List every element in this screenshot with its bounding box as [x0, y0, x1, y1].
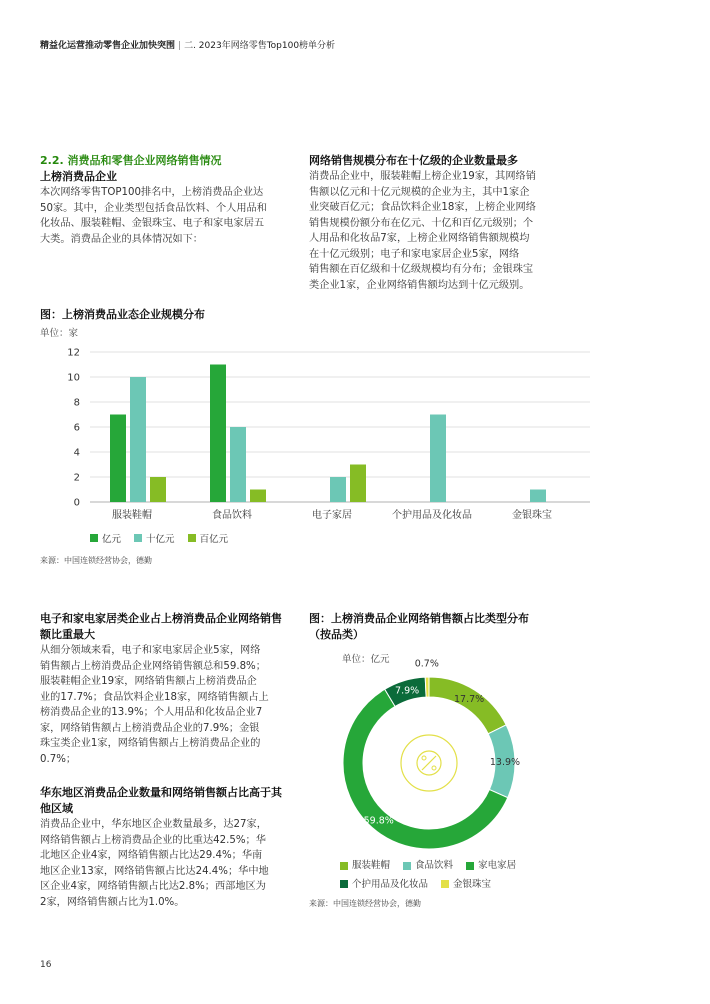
donut-slice	[429, 677, 506, 734]
legend-item	[134, 531, 175, 545]
text-line: 服装鞋帽企业19家，网络销售额占上榜消费品企	[40, 676, 257, 687]
heading-scale-distribution: 网络销售规模分布在十亿级的企业数量最多	[309, 154, 518, 167]
heading-listed-consumer-companies: 上榜消费品企业	[40, 170, 117, 183]
running-header	[40, 38, 335, 51]
text-line: 销售额在百亿级和十亿级规模均有分布；金银珠宝	[309, 264, 534, 275]
text-line: 业的17.7%；食品饮料企业18家，网络销售额占上	[40, 691, 269, 703]
x-tick-label: 个护用品及化妆品	[392, 510, 472, 521]
legend-label: 百亿元	[199, 534, 229, 545]
legend-label: 家电家居	[478, 860, 517, 871]
header-subsection: 二. 2023年网络零售Top100榜单分析	[184, 41, 336, 51]
figure2-title-line: 图：上榜消费品企业网络销售额占比类型分布	[309, 612, 529, 625]
text-line: 50家。其中，企业类型包括食品饮料、个人用品和	[40, 202, 267, 214]
heading-line: 华东地区消费品企业数量和网络销售额占比高于其	[40, 786, 282, 799]
text-line: 北地区企业4家，网络销售额占比达29.4%；华南	[40, 850, 263, 861]
legend-item	[90, 531, 121, 545]
text-line: 在十亿元级别；电子和家电家居企业5家，网络	[309, 248, 520, 260]
legend-swatch-ten-billion	[134, 534, 142, 542]
donut-data-label: 59.8%	[363, 815, 394, 827]
legend-label: 十亿元	[146, 534, 175, 545]
heading-line: 他区域	[40, 802, 73, 815]
text-line: 珠宝类企业1家，网络销售额占上榜消费品企业的	[40, 738, 261, 749]
bar-billion	[210, 365, 226, 503]
legend-label: 服装鞋帽	[352, 860, 391, 871]
legend-swatch-jewelry	[441, 880, 449, 888]
text-line: 地区企业13家，网络销售额占比达24.4%；华中地	[40, 865, 269, 877]
figure1-unit: 单位：家	[40, 328, 79, 339]
bar-hundred-billion	[250, 490, 266, 503]
bar-hundred-billion	[350, 465, 366, 503]
legend-label: 亿元	[102, 534, 122, 545]
heading-line: 额比重最大	[40, 628, 95, 641]
paragraph-scale	[309, 169, 571, 293]
text-line: 业突破百亿元；食品饮料企业18家，上榜企业网络	[309, 202, 536, 213]
paragraph-intro	[40, 185, 302, 247]
left-top-block	[40, 168, 302, 247]
figure2-source: 来源：中国连锁经营协会，德勤	[309, 899, 421, 908]
legend-swatch-apparel	[340, 862, 348, 870]
text-line: 消费品企业中，服装鞋帽上榜企业19家，其网络销	[309, 171, 536, 182]
bar-chart	[40, 340, 600, 530]
text-line: 榜消费品企业的13.9%；个人用品和化妆品企业7	[40, 707, 263, 718]
text-line: 2家，网络销售额占比为1.0%。	[40, 896, 185, 908]
x-tick-label: 金银珠宝	[512, 510, 552, 521]
donut-legend	[340, 857, 526, 894]
figure2-title-line: （按品类）	[309, 628, 364, 641]
text-line: 0.7%；	[40, 753, 77, 765]
donut-chart	[309, 655, 569, 855]
donut-data-label: 7.9%	[395, 685, 420, 697]
x-tick-label: 食品饮料	[212, 510, 252, 521]
legend-swatch-billion	[90, 534, 98, 542]
x-tick-label: 电子家居	[312, 510, 352, 521]
legend-swatch-food	[403, 862, 411, 870]
page-number: 16	[40, 960, 52, 970]
header-section: 精益化运营推动零售企业加快突围	[40, 41, 176, 51]
y-tick-label: 10	[67, 372, 80, 384]
text-line: 本次网络零售TOP100排名中，上榜消费品企业达	[40, 187, 264, 198]
text-line: 消费品企业中，华东地区企业数量最多，达27家，	[40, 819, 267, 830]
donut-slice	[425, 677, 429, 697]
legend-swatch-hundred-billion	[188, 534, 196, 542]
y-tick-label: 8	[73, 397, 80, 409]
legend-label: 食品饮料	[415, 860, 454, 871]
text-line: 家，网络销售额占上榜消费品企业的7.9%；金银	[40, 722, 260, 734]
legend-item	[403, 857, 453, 874]
figure2-unit: 单位：亿元	[342, 654, 390, 665]
text-line: 类企业1家，企业网络销售额均达到十亿元级别。	[309, 279, 530, 291]
heading-east-china	[40, 785, 302, 817]
text-line: 从细分领域来看，电子和家电家居企业5家，网络	[40, 645, 261, 656]
legend-item	[340, 857, 390, 874]
percent-tag-icon	[401, 735, 457, 791]
legend-swatch-appliances	[466, 862, 474, 870]
bar-ten-billion	[130, 377, 146, 502]
y-tick-label: 6	[73, 422, 80, 434]
x-tick-label: 服装鞋帽	[112, 510, 152, 521]
donut-data-label: 0.7%	[414, 658, 439, 670]
text-line: 销售规模份额分布在亿元、十亿和百亿元级别；个	[309, 217, 534, 229]
text-line: 售额以亿元和十亿元规模的企业为主，其中1家企	[309, 186, 530, 198]
bar-chart-legend	[90, 531, 238, 545]
bar-hundred-billion	[150, 477, 166, 502]
bar-billion	[110, 415, 126, 503]
figure1-source: 来源：中国连锁经营协会，德勤	[40, 556, 152, 565]
y-tick-label: 0	[73, 497, 80, 509]
paragraph-regions	[40, 817, 302, 910]
heading-line: 电子和家电家居类企业占上榜消费品企业网络销售	[40, 612, 282, 625]
legend-label: 个护用品及化妆品	[352, 878, 429, 890]
legend-item	[188, 531, 229, 545]
y-tick-label: 2	[73, 472, 80, 484]
text-line: 化妆品、服装鞋帽、金银珠宝、电子和家电家居五	[40, 218, 265, 229]
figure1-title: 图：上榜消费品业态企业规模分布	[40, 308, 205, 321]
bar-ten-billion	[230, 427, 246, 502]
figure2-title	[309, 611, 529, 643]
right-top-block	[309, 152, 571, 293]
text-line: 销售额占上榜消费品企业网络销售额总和59.8%；	[40, 660, 266, 672]
y-tick-label: 4	[73, 447, 80, 459]
left-bottom-block	[40, 611, 302, 910]
legend-swatch-personal-care	[340, 880, 348, 888]
header-separator: |	[178, 41, 182, 51]
text-line: 网络销售额占上榜消费品企业的比重达42.5%；华	[40, 834, 266, 846]
bar-ten-billion	[330, 477, 346, 502]
bar-ten-billion	[530, 490, 546, 503]
paragraph-share	[40, 643, 302, 767]
heading-electronics-share	[40, 611, 302, 643]
legend-item	[466, 857, 516, 874]
y-tick-label: 12	[67, 347, 80, 359]
donut-data-label: 13.9%	[489, 756, 521, 768]
text-line: 人用品和化妆品7家，上榜企业网络销售额规模均	[309, 233, 530, 244]
bar-ten-billion	[430, 415, 446, 503]
text-line: 区企业4家，网络销售额占比达2.8%；西部地区为	[40, 881, 266, 892]
legend-item	[441, 876, 491, 893]
legend-item	[340, 876, 428, 893]
donut-data-label: 17.7%	[454, 693, 485, 705]
legend-label: 金银珠宝	[453, 878, 492, 890]
text-line: 大类。消费品企业的具体情况如下：	[40, 233, 203, 245]
section-title: 2.2. 消费品和零售企业网络销售情况	[40, 154, 222, 167]
